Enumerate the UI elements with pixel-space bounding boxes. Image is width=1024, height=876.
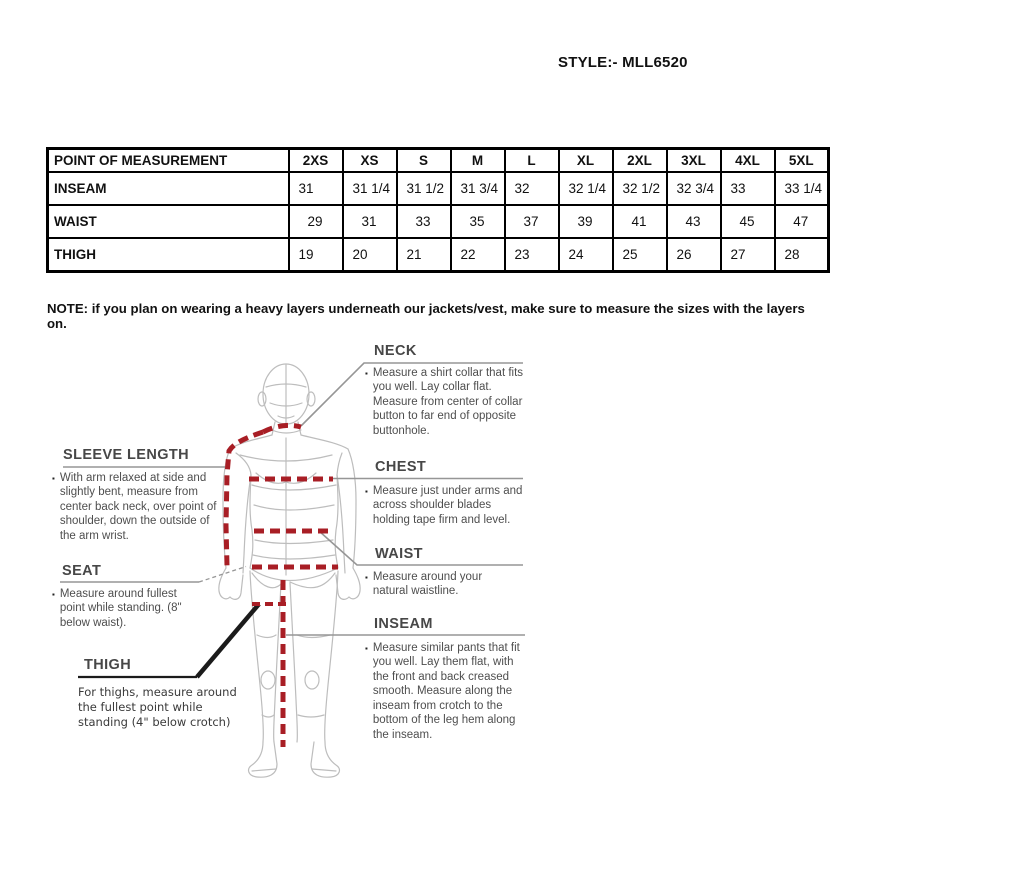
col-header-size: M bbox=[451, 149, 505, 173]
sleeve-length-description bbox=[52, 471, 217, 543]
cell-value: 31 3/4 bbox=[451, 172, 505, 205]
neck-description bbox=[365, 366, 525, 438]
row-label: THIGH bbox=[48, 238, 289, 272]
cell-value: 31 bbox=[289, 172, 343, 205]
waist-heading: WAIST bbox=[375, 546, 423, 562]
cell-value: 32 1/2 bbox=[613, 172, 667, 205]
neck-description-text: Measure a shirt collar that fits you well. Lay collar flat. Measure from center of collar button to far end of opposite buttonhole. bbox=[372, 367, 524, 437]
inseam-description-text: Measure similar pants that fit you well. Lay them flat, with the front and back creased smooth. Measure along the inseam from crotch to the bottom of the leg hem along the inseam. bbox=[372, 642, 520, 741]
col-header-size: 2XS bbox=[289, 149, 343, 173]
seat-description-text: Measure around fullest point while standing. (8" below waist). bbox=[59, 588, 182, 629]
bullet-icon: ▪ bbox=[52, 474, 55, 483]
cell-value: 47 bbox=[775, 205, 829, 238]
page-title: STYLE:- MLL6520 bbox=[558, 54, 688, 71]
col-header-size: 4XL bbox=[721, 149, 775, 173]
seat-heading: SEAT bbox=[62, 563, 102, 579]
table-header-row bbox=[48, 149, 829, 173]
col-header-size: S bbox=[397, 149, 451, 173]
waist-description-text: Measure around your natural waistline. bbox=[372, 571, 483, 598]
seat-description bbox=[52, 587, 190, 630]
cell-value: 26 bbox=[667, 238, 721, 272]
size-table bbox=[46, 147, 830, 273]
cell-value: 31 bbox=[343, 205, 397, 238]
cell-value: 21 bbox=[397, 238, 451, 272]
row-label: INSEAM bbox=[48, 172, 289, 205]
cell-value: 19 bbox=[289, 238, 343, 272]
row-label: WAIST bbox=[48, 205, 289, 238]
cell-value: 39 bbox=[559, 205, 613, 238]
table-row bbox=[48, 172, 829, 205]
cell-value: 29 bbox=[289, 205, 343, 238]
cell-value: 25 bbox=[613, 238, 667, 272]
cell-value: 35 bbox=[451, 205, 505, 238]
cell-value: 22 bbox=[451, 238, 505, 272]
bullet-icon: ▪ bbox=[365, 487, 368, 496]
thigh-description: For thighs, measure around the fullest point while standing (4" below crotch) bbox=[78, 685, 237, 729]
cell-value: 31 1/2 bbox=[397, 172, 451, 205]
note-text: NOTE: if you plan on wearing a heavy layers underneath our jackets/vest, make sure to measure the sizes with the layers on. bbox=[47, 301, 805, 331]
neck-measure-line bbox=[263, 425, 301, 432]
inseam-heading: INSEAM bbox=[374, 616, 433, 632]
waist-description bbox=[365, 570, 515, 599]
cell-value: 27 bbox=[721, 238, 775, 272]
cell-value: 33 bbox=[397, 205, 451, 238]
chest-heading: CHEST bbox=[375, 459, 427, 475]
sleeve-length-description-text: With arm relaxed at side and slightly bent, measure from center back neck, over point of shoulder, down the outside of the arm wrist. bbox=[59, 472, 217, 542]
table-row bbox=[48, 238, 829, 272]
cell-value: 32 1/4 bbox=[559, 172, 613, 205]
cell-value: 32 3/4 bbox=[667, 172, 721, 205]
sleeve-length-heading: SLEEVE LENGTH bbox=[63, 447, 190, 463]
size-table-header bbox=[48, 149, 829, 173]
table-row bbox=[48, 205, 829, 238]
measurement-diagram bbox=[0, 335, 560, 800]
cell-value: 43 bbox=[667, 205, 721, 238]
col-header-measurement: POINT OF MEASUREMENT bbox=[48, 149, 289, 173]
thigh-heading: THIGH bbox=[84, 657, 132, 673]
seat-leader-line bbox=[199, 567, 246, 583]
cell-value: 32 bbox=[505, 172, 559, 205]
col-header-size: 5XL bbox=[775, 149, 829, 173]
thigh-leader-line bbox=[197, 604, 259, 677]
col-header-size: 2XL bbox=[613, 149, 667, 173]
cell-value: 24 bbox=[559, 238, 613, 272]
chest-description-text: Measure just under arms and across shoulder blades holding tape firm and level. bbox=[372, 485, 523, 526]
chest-description bbox=[365, 484, 525, 527]
col-header-size: XS bbox=[343, 149, 397, 173]
cell-value: 37 bbox=[505, 205, 559, 238]
bullet-icon: ▪ bbox=[365, 573, 368, 582]
cell-value: 31 1/4 bbox=[343, 172, 397, 205]
inseam-description bbox=[365, 641, 528, 742]
col-header-size: XL bbox=[559, 149, 613, 173]
cell-value: 28 bbox=[775, 238, 829, 272]
col-header-size: L bbox=[505, 149, 559, 173]
cell-value: 33 bbox=[721, 172, 775, 205]
cell-value: 45 bbox=[721, 205, 775, 238]
cell-value: 33 1/4 bbox=[775, 172, 829, 205]
cell-value: 23 bbox=[505, 238, 559, 272]
cell-value: 20 bbox=[343, 238, 397, 272]
size-table-body bbox=[48, 172, 829, 272]
neck-heading: NECK bbox=[374, 343, 417, 359]
col-header-size: 3XL bbox=[667, 149, 721, 173]
cell-value: 41 bbox=[613, 205, 667, 238]
bullet-icon: ▪ bbox=[365, 644, 368, 653]
bullet-icon: ▪ bbox=[52, 590, 55, 599]
bullet-icon: ▪ bbox=[365, 369, 368, 378]
